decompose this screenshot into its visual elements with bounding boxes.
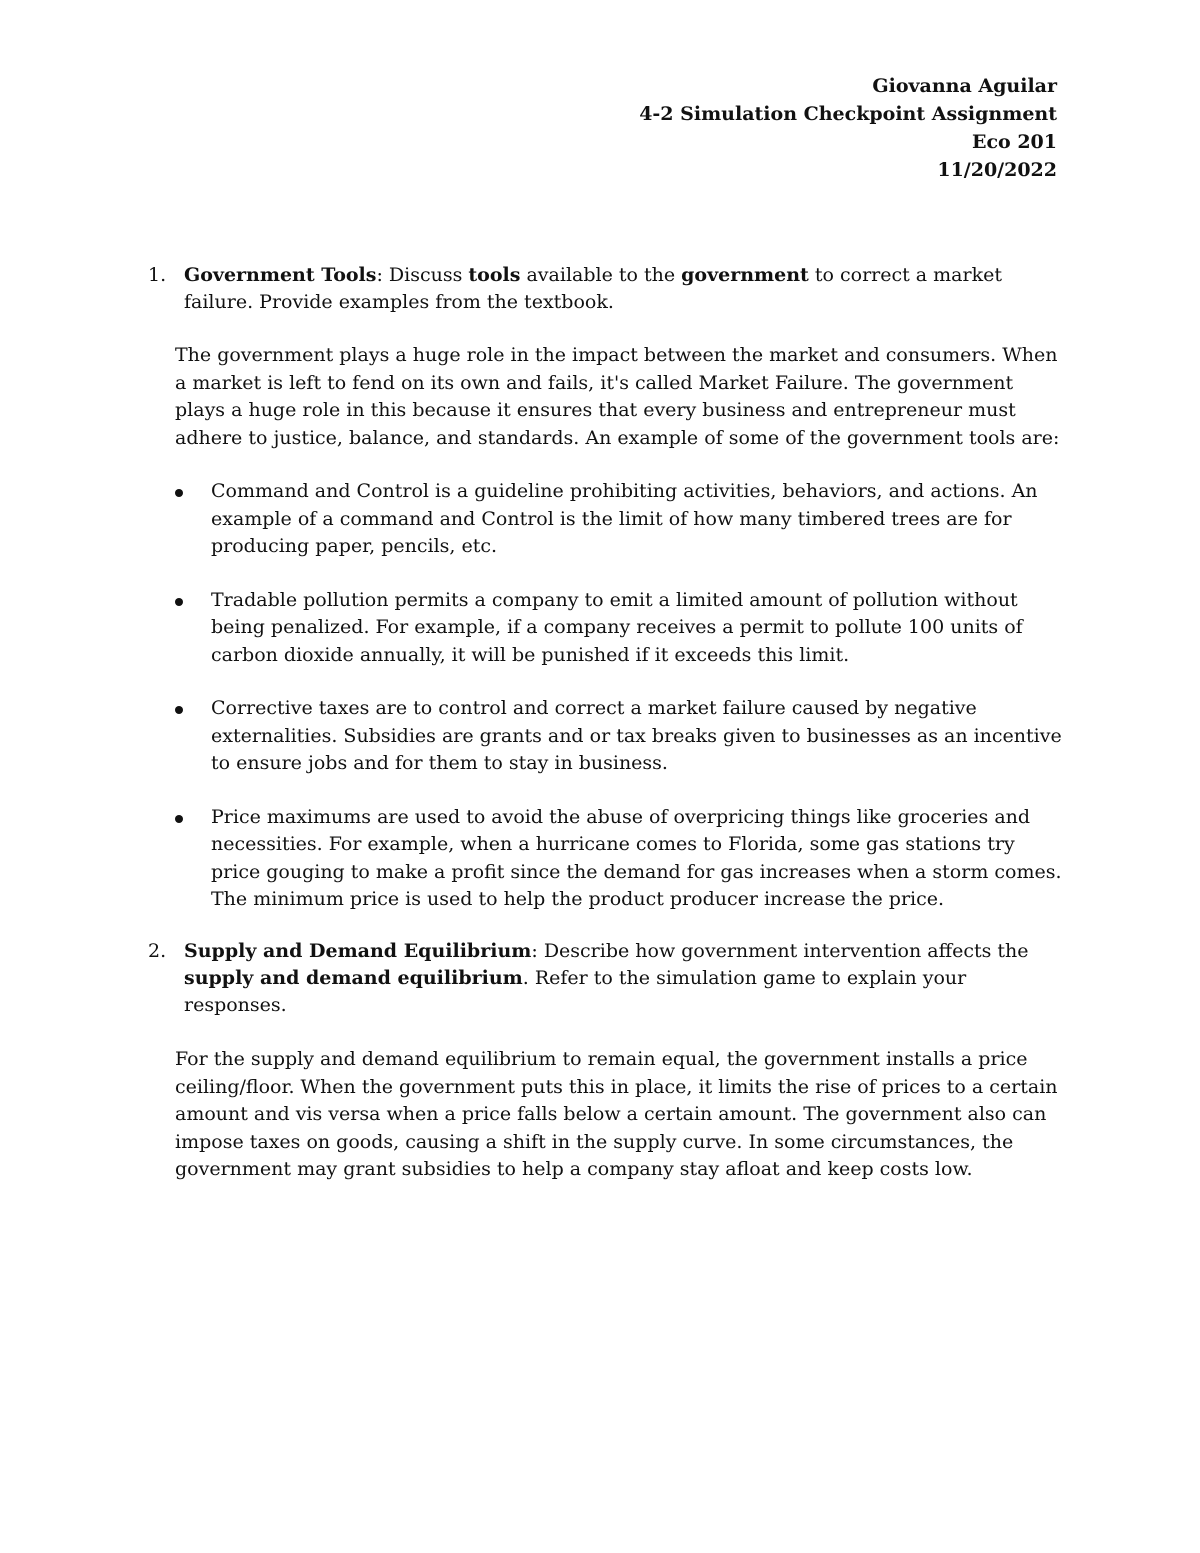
assignment-title: 4-2 Simulation Checkpoint Assignment bbox=[639, 103, 1057, 125]
question-title: Supply and Demand Equilibrium bbox=[184, 940, 532, 962]
bullet-icon bbox=[175, 706, 183, 714]
list-item-text: Price maximums are used to avoid the abuse of overpricing things like groceries and necessities. For example, when a hurricane comes to Florida, some gas stations try price gouging to make a profit since the demand for gas increases when a storm comes. The minimum price is used to help the product producer increase the price. bbox=[211, 805, 1062, 910]
course-code: Eco 201 bbox=[972, 131, 1057, 153]
list-item-text: Corrective taxes are to control and correct a market failure caused by negative externalities. Subsidies are grants and or tax breaks given to businesses as an incentive to ensure jobs and for them to stay in business. bbox=[211, 697, 1062, 774]
question-number: 2. bbox=[148, 940, 167, 962]
question-1 bbox=[148, 262, 1068, 316]
document-date: 11/20/2022 bbox=[937, 159, 1057, 181]
question-prompt bbox=[184, 938, 1068, 1019]
bullet-icon bbox=[175, 489, 183, 497]
government-tools-list bbox=[175, 478, 1065, 940]
prompt-keyword: tools bbox=[468, 264, 521, 286]
document-header bbox=[639, 72, 1057, 184]
prompt-text: : Describe how government intervention affects the bbox=[531, 940, 1029, 962]
answer-2: For the supply and demand equilibrium to remain equal, the government installs a price ceiling/floor. When the government puts this in place, it limits the rise of prices to a certain amount and vis versa when a price falls below a certain amount. The government also can impose taxes on goods, causing a shift in the supply curve. In some circumstances, the government may grant subsidies to help a company stay afloat and keep costs low. bbox=[175, 1048, 1058, 1180]
question-2 bbox=[148, 938, 1068, 1019]
question-number: 1. bbox=[148, 264, 167, 286]
list-item bbox=[175, 804, 1065, 914]
prompt-text: available to the bbox=[520, 264, 682, 286]
prompt-text: . Refer to the simulation game to explain your responses. bbox=[184, 967, 967, 1016]
bullet-icon bbox=[175, 815, 183, 823]
prompt-text: to correct a market failure. Provide examples from the textbook. bbox=[184, 264, 1002, 313]
list-item bbox=[175, 587, 1065, 670]
answer-1-intro: The government plays a huge role in the impact between the market and consumers. When a market is left to fend on its own and fails, it's called Market Failure. The government plays a huge role in this because it ensures that every business and entrepreneur must adhere to justice, balance, and standards. An example of some of the government tools are: bbox=[175, 344, 1060, 449]
prompt-keyword: government bbox=[681, 264, 809, 286]
list-item-text: Command and Control is a guideline prohibiting activities, behaviors, and actions. An example of a command and Control is the limit of how many timbered trees are for producing paper, pencils, etc. bbox=[211, 480, 1038, 557]
bullet-icon bbox=[175, 598, 183, 606]
question-prompt bbox=[184, 262, 1068, 316]
prompt-keyword: supply and demand equilibrium bbox=[184, 967, 523, 989]
question-title: Government Tools bbox=[184, 264, 377, 286]
list-item-text: Tradable pollution permits a company to emit a limited amount of pollution without being penalized. For example, if a company receives a permit to pollute 100 units of carbon dioxide annually, it will be punished if it exceeds this limit. bbox=[211, 588, 1023, 666]
prompt-text: : Discuss bbox=[376, 264, 469, 286]
list-item bbox=[175, 695, 1065, 778]
author-name: Giovanna Aguilar bbox=[872, 75, 1057, 97]
list-item bbox=[175, 478, 1065, 561]
